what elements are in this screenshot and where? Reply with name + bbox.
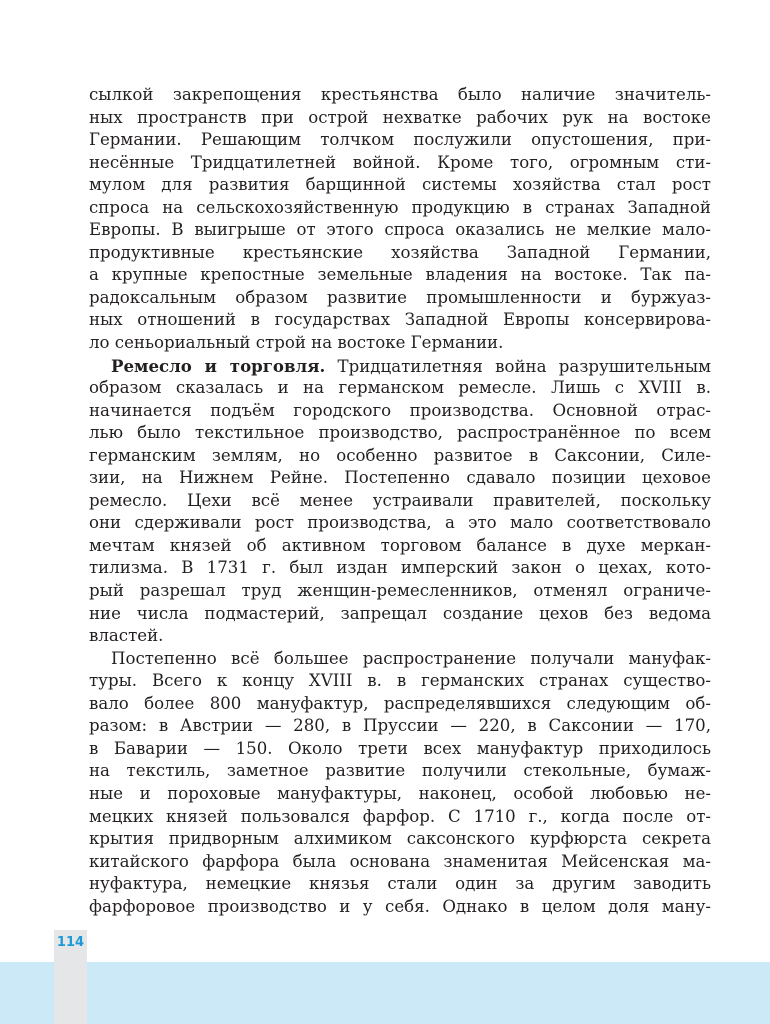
- text-line: ных пространств при острой нехватке рабочих рук на востоке: [89, 107, 711, 127]
- text-line: нуфактура, немецкие князья стали один за другим заводить: [89, 874, 711, 894]
- text-line: ремесло. Цехи всё менее устраивали правителей, поскольку: [89, 490, 711, 510]
- text-line: в Баварии — 150. Около трети всех мануфактур приходилось: [89, 738, 711, 758]
- text-line: несённые Тридцатилетней войной. Кроме того, огромным сти-: [89, 152, 711, 172]
- text-line: начинается подъём городского производства. Основной отрас-: [89, 400, 711, 420]
- text-line: мулом для развития барщинной системы хозяйства стал рост: [89, 175, 711, 195]
- text-line: радоксальным образом развитие промышленности и буржуаз-: [89, 287, 711, 307]
- text-line: ных отношений в государствах Западной Европы консервирова-: [89, 310, 711, 330]
- text-line: зии, на Нижнем Рейне. Постепенно сдавало позиции цеховое: [89, 468, 711, 488]
- section-heading: Ремесло и торговля.: [111, 355, 326, 376]
- text-line: китайского фарфора была основана знаменитая Мейсенская ма-: [89, 851, 711, 871]
- text-line: образом сказалась и на германском ремесле. Лишь с XVIII в.: [89, 378, 711, 398]
- text-line: Германии. Решающим толчком послужили опустошения, при-: [89, 130, 711, 150]
- text-line: тилизма. В 1731 г. был издан имперский закон о цехах, кото-: [89, 558, 711, 578]
- text-line: Европы. В выигрыше от этого спроса оказались не мелкие мало-: [89, 220, 711, 240]
- page-body: [89, 84, 711, 918]
- text-line: ные и пороховые мануфактуры, наконец, особой любовью не-: [89, 783, 711, 803]
- text-line: мечтам князей об активном торговом балансе в духе меркан-: [89, 535, 711, 555]
- text-line: мецких князей пользовался фарфор. С 1710 г., когда после от-: [89, 806, 711, 826]
- text-line: ние числа подмастерий, запрещал создание цехов без ведома: [89, 603, 711, 623]
- text-line: они сдерживали рост производства, а это мало соответствовало: [89, 513, 711, 533]
- text-line: властей.: [89, 626, 164, 646]
- text-line: лью было текстильное производство, распространённое по всем: [89, 423, 711, 443]
- text-line: Постепенно всё большее распространение получали мануфак-: [111, 648, 711, 668]
- text-line: а крупные крепостные земельные владения на востоке. Так па-: [89, 265, 711, 285]
- text-span: Тридцатилетняя война разрушительным: [325, 356, 711, 376]
- text-line: крытия придворным алхимиком саксонского курфюрста секрета: [89, 829, 711, 849]
- text-line: туры. Всего к концу XVIII в. в германских странах существо-: [89, 671, 711, 691]
- text-line: разом: в Австрии — 280, в Пруссии — 220, в Саксонии — 170,: [89, 716, 711, 736]
- text-line: фарфоровое производство и у себя. Однако в целом доля ману-: [89, 896, 711, 916]
- text-line: сылкой закрепощения крестьянства было наличие значитель-: [89, 85, 711, 104]
- text-line: вало более 800 мануфактур, распределявшихся следующим об-: [89, 693, 711, 713]
- text-line: продуктивные крестьянские хозяйства Западной Германии,: [89, 242, 711, 262]
- footer-band: [0, 962, 770, 1024]
- text-line: германским землям, но особенно развитое в Саксонии, Силе-: [89, 445, 711, 465]
- text-line: спроса на сельскохозяйственную продукцию в странах Западной: [89, 197, 711, 217]
- text-line: рый разрешал труд женщин-ремесленников, отменял ограниче-: [89, 581, 711, 601]
- section-first-line: [89, 355, 711, 378]
- page-number: 114: [56, 935, 85, 950]
- text-line: ло сеньориальный строй на востоке Германии.: [89, 333, 504, 353]
- text-line: на текстиль, заметное развитие получили стекольные, бумаж-: [89, 761, 711, 781]
